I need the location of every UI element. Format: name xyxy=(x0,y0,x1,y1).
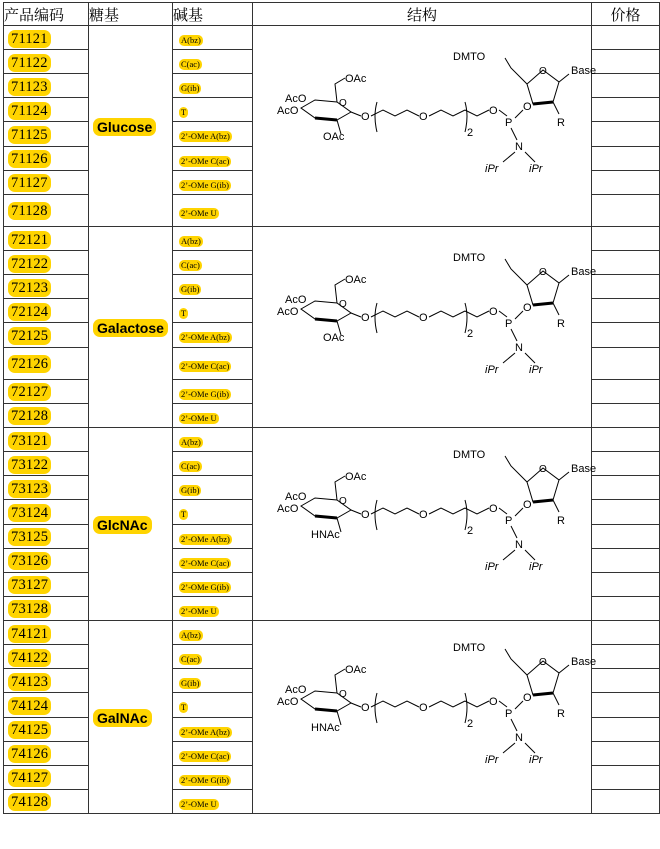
base-cell xyxy=(173,548,253,572)
product-code: 72127 xyxy=(8,383,51,401)
structure-label-aco: AcO xyxy=(285,294,307,306)
base-name: A(bz) xyxy=(181,236,201,247)
code-cell xyxy=(4,74,89,98)
base-cell xyxy=(173,98,253,122)
structure-label-ipr: iPr xyxy=(529,364,543,376)
code-cell xyxy=(4,693,89,717)
structure-label-o: O xyxy=(339,496,347,507)
base-cell xyxy=(173,524,253,548)
base-name: T xyxy=(181,509,187,520)
code-cell xyxy=(4,379,89,403)
structure-label-aco: AcO xyxy=(285,684,307,696)
sugar-cell xyxy=(89,621,173,814)
structure-label-o: O xyxy=(539,267,547,278)
product-code: 73126 xyxy=(8,552,51,570)
structure-cell xyxy=(253,428,597,621)
structure-label-o: O xyxy=(539,464,547,475)
header-price: 价格 xyxy=(592,3,660,26)
structure-label-o: O xyxy=(523,302,532,314)
code-cell xyxy=(4,299,89,323)
product-code: 73128 xyxy=(8,600,51,618)
product-code: 71126 xyxy=(8,150,51,168)
base-name: G(ib) xyxy=(181,284,200,295)
structure-label-repeat: 2 xyxy=(467,718,474,730)
structure-label-repeat: 2 xyxy=(467,328,474,340)
base-name: 2’-OMe C(ac) xyxy=(181,750,230,761)
sugar-name: Galactose xyxy=(93,319,168,337)
base-name: 2’-OMe A(bz) xyxy=(181,332,230,343)
base-name: C(ac) xyxy=(181,260,200,271)
structure-label-o: O xyxy=(339,689,347,700)
base-cell xyxy=(173,74,253,98)
price-cell xyxy=(592,122,660,146)
structure-label-r: R xyxy=(557,515,565,527)
structure-label-o: O xyxy=(523,692,532,704)
product-code: 73124 xyxy=(8,504,51,522)
base-name: 2’-OMe U xyxy=(181,605,217,616)
structure-label-oac: OAc xyxy=(345,471,367,483)
product-code: 74126 xyxy=(8,745,51,763)
base-cell xyxy=(173,194,253,226)
header-base: 碱基 xyxy=(173,3,253,26)
structure-label-aco: AcO xyxy=(285,491,307,503)
structure-label-n: N xyxy=(515,141,523,153)
structure-cell xyxy=(253,621,597,814)
product-code: 72125 xyxy=(8,327,51,345)
code-cell xyxy=(4,524,89,548)
code-cell xyxy=(4,476,89,500)
base-cell xyxy=(173,741,253,765)
structure-label-base: Base xyxy=(571,463,597,475)
base-cell xyxy=(173,572,253,596)
code-cell xyxy=(4,621,89,645)
price-cell xyxy=(592,251,660,275)
product-code: 73121 xyxy=(8,432,51,450)
header-code: 产品编码 xyxy=(4,3,89,26)
base-cell xyxy=(173,789,253,813)
price-cell xyxy=(592,524,660,548)
base-cell xyxy=(173,347,253,379)
structure-label-ipr: iPr xyxy=(529,561,543,573)
price-cell xyxy=(592,669,660,693)
base-cell xyxy=(173,621,253,645)
base-name: 2’-OMe C(ac) xyxy=(181,557,230,568)
structure-label-oac: OAc xyxy=(323,332,345,344)
structure-label-aco: AcO xyxy=(277,696,299,708)
structure-label-p: P xyxy=(505,117,513,129)
structure-label-o: O xyxy=(539,66,547,77)
code-cell xyxy=(4,500,89,524)
structure-label-o: O xyxy=(361,111,370,123)
structure-diagram xyxy=(253,237,597,417)
product-row xyxy=(4,621,660,645)
base-cell xyxy=(173,379,253,403)
base-cell xyxy=(173,693,253,717)
product-code: 72122 xyxy=(8,255,51,273)
base-cell xyxy=(173,323,253,347)
code-cell xyxy=(4,645,89,669)
product-code: 71123 xyxy=(8,78,51,96)
base-name: A(bz) xyxy=(181,35,201,46)
code-cell xyxy=(4,789,89,813)
structure-label-aco: AcO xyxy=(277,306,299,318)
price-cell xyxy=(592,596,660,620)
base-name: G(ib) xyxy=(181,678,200,689)
base-name: 2’-OMe A(bz) xyxy=(181,131,230,142)
price-cell xyxy=(592,717,660,741)
base-cell xyxy=(173,669,253,693)
product-code: 74123 xyxy=(8,673,51,691)
code-cell xyxy=(4,452,89,476)
structure-label-ipr: iPr xyxy=(529,754,543,766)
base-name: 2’-OMe C(ac) xyxy=(181,360,230,371)
structure-label-dmto: DMTO xyxy=(453,449,486,461)
product-code: 71127 xyxy=(8,174,51,192)
product-code: 71122 xyxy=(8,54,51,72)
product-code: 71128 xyxy=(8,202,51,220)
structure-label-p: P xyxy=(505,708,513,720)
product-code: 72121 xyxy=(8,231,51,249)
price-cell xyxy=(592,194,660,226)
price-cell xyxy=(592,572,660,596)
header-row xyxy=(4,3,660,26)
product-code: 72126 xyxy=(8,355,51,373)
price-cell xyxy=(592,452,660,476)
structure-label-o: O xyxy=(489,696,498,708)
structure-label-dmto: DMTO xyxy=(453,642,486,654)
price-cell xyxy=(592,26,660,50)
base-name: T xyxy=(181,702,187,713)
structure-label-r: R xyxy=(557,117,565,129)
price-cell xyxy=(592,476,660,500)
product-row xyxy=(4,26,660,50)
code-cell xyxy=(4,717,89,741)
structure-label-o: O xyxy=(419,702,428,714)
code-cell xyxy=(4,194,89,226)
structure-label-o: O xyxy=(523,499,532,511)
structure-label-n: N xyxy=(515,732,523,744)
price-cell xyxy=(592,379,660,403)
base-name: 2’-OMe A(bz) xyxy=(181,726,230,737)
base-cell xyxy=(173,717,253,741)
base-cell xyxy=(173,476,253,500)
header-structure: 结构 xyxy=(253,3,592,26)
structure-label-oac: OAc xyxy=(323,131,345,143)
base-cell xyxy=(173,50,253,74)
base-cell xyxy=(173,645,253,669)
product-code: 71121 xyxy=(8,30,51,48)
sugar-name: Glucose xyxy=(93,118,156,136)
structure-label-ipr: iPr xyxy=(485,754,499,766)
base-name: 2’-OMe G(ib) xyxy=(181,388,229,399)
code-cell xyxy=(4,170,89,194)
structure-diagram xyxy=(253,627,597,807)
structure-label-o: O xyxy=(489,306,498,318)
product-code: 74124 xyxy=(8,697,51,715)
base-cell xyxy=(173,170,253,194)
price-cell xyxy=(592,170,660,194)
price-cell xyxy=(592,227,660,251)
structure-label-o: O xyxy=(419,111,428,123)
product-table xyxy=(3,2,660,814)
product-code: 74125 xyxy=(8,721,51,739)
base-cell xyxy=(173,500,253,524)
structure-label-base: Base xyxy=(571,656,597,668)
product-code: 73122 xyxy=(8,456,51,474)
base-cell xyxy=(173,122,253,146)
structure-label-p: P xyxy=(505,515,513,527)
structure-label-nhac: HNAc xyxy=(311,722,340,734)
sugar-cell xyxy=(89,227,173,428)
structure-label-oac: OAc xyxy=(345,274,367,286)
base-cell xyxy=(173,299,253,323)
code-cell xyxy=(4,428,89,452)
structure-label-ipr: iPr xyxy=(485,561,499,573)
code-cell xyxy=(4,669,89,693)
code-cell xyxy=(4,98,89,122)
product-code: 72128 xyxy=(8,407,51,425)
base-name: 2’-OMe U xyxy=(181,412,217,423)
price-cell xyxy=(592,146,660,170)
structure-label-ipr: iPr xyxy=(485,364,499,376)
price-cell xyxy=(592,74,660,98)
structure-cell xyxy=(253,26,597,227)
base-name: G(ib) xyxy=(181,485,200,496)
base-cell xyxy=(173,251,253,275)
product-row xyxy=(4,428,660,452)
price-cell xyxy=(592,765,660,789)
base-name: T xyxy=(181,107,187,118)
structure-label-o: O xyxy=(539,657,547,668)
product-code: 74128 xyxy=(8,793,51,811)
structure-label-o: O xyxy=(361,702,370,714)
base-name: C(ac) xyxy=(181,461,200,472)
price-cell xyxy=(592,299,660,323)
structure-label-ipr: iPr xyxy=(529,163,543,175)
base-name: A(bz) xyxy=(181,437,201,448)
code-cell xyxy=(4,403,89,427)
price-cell xyxy=(592,275,660,299)
structure-label-r: R xyxy=(557,318,565,330)
structure-label-dmto: DMTO xyxy=(453,51,486,63)
structure-label-oac: OAc xyxy=(345,73,367,85)
price-cell xyxy=(592,50,660,74)
structure-label-o: O xyxy=(339,98,347,109)
base-cell xyxy=(173,403,253,427)
structure-label-o: O xyxy=(419,509,428,521)
base-cell xyxy=(173,146,253,170)
base-name: 2’-OMe U xyxy=(181,798,217,809)
structure-label-ipr: iPr xyxy=(485,163,499,175)
base-name: A(bz) xyxy=(181,630,201,641)
structure-label-aco: AcO xyxy=(277,105,299,117)
structure-label-n: N xyxy=(515,342,523,354)
price-cell xyxy=(592,323,660,347)
base-name: 2’-OMe G(ib) xyxy=(181,179,229,190)
product-code: 71125 xyxy=(8,126,51,144)
structure-label-o: O xyxy=(489,503,498,515)
base-name: 2’-OMe C(ac) xyxy=(181,155,230,166)
structure-label-nhac: HNAc xyxy=(311,529,340,541)
product-code: 73123 xyxy=(8,480,51,498)
base-name: 2’-OMe A(bz) xyxy=(181,533,230,544)
base-name: 2’-OMe G(ib) xyxy=(181,774,229,785)
price-cell xyxy=(592,347,660,379)
sugar-cell xyxy=(89,26,173,227)
header-sugar: 糖基 xyxy=(89,3,173,26)
code-cell xyxy=(4,572,89,596)
structure-label-o: O xyxy=(339,299,347,310)
price-cell xyxy=(592,98,660,122)
base-cell xyxy=(173,227,253,251)
code-cell xyxy=(4,251,89,275)
structure-label-aco: AcO xyxy=(285,93,307,105)
code-cell xyxy=(4,765,89,789)
price-cell xyxy=(592,693,660,717)
structure-label-p: P xyxy=(505,318,513,330)
structure-label-base: Base xyxy=(571,266,597,278)
product-code: 72123 xyxy=(8,279,51,297)
price-cell xyxy=(592,403,660,427)
structure-diagram xyxy=(253,36,597,216)
base-name: G(ib) xyxy=(181,83,200,94)
code-cell xyxy=(4,146,89,170)
code-cell xyxy=(4,548,89,572)
structure-label-o: O xyxy=(361,509,370,521)
code-cell xyxy=(4,26,89,50)
sugar-name: GlcNAc xyxy=(93,516,152,534)
base-name: 2’-OMe G(ib) xyxy=(181,581,229,592)
structure-label-o: O xyxy=(489,105,498,117)
base-cell xyxy=(173,765,253,789)
base-cell xyxy=(173,428,253,452)
structure-label-o: O xyxy=(419,312,428,324)
base-cell xyxy=(173,452,253,476)
product-row xyxy=(4,227,660,251)
price-cell xyxy=(592,789,660,813)
base-name: C(ac) xyxy=(181,59,200,70)
structure-label-n: N xyxy=(515,539,523,551)
product-code: 73127 xyxy=(8,576,51,594)
code-cell xyxy=(4,323,89,347)
code-cell xyxy=(4,596,89,620)
code-cell xyxy=(4,347,89,379)
structure-cell xyxy=(253,227,597,428)
structure-label-dmto: DMTO xyxy=(453,252,486,264)
price-cell xyxy=(592,548,660,572)
base-name: 2’-OMe U xyxy=(181,207,217,218)
structure-diagram xyxy=(253,434,597,614)
product-code: 71124 xyxy=(8,102,51,120)
product-code: 72124 xyxy=(8,303,51,321)
sugar-cell xyxy=(89,428,173,621)
price-cell xyxy=(592,645,660,669)
price-cell xyxy=(592,741,660,765)
structure-label-repeat: 2 xyxy=(467,525,474,537)
sugar-name: GalNAc xyxy=(93,709,152,727)
structure-label-o: O xyxy=(523,101,532,113)
base-name: T xyxy=(181,308,187,319)
structure-label-r: R xyxy=(557,708,565,720)
price-cell xyxy=(592,428,660,452)
code-cell xyxy=(4,227,89,251)
price-cell xyxy=(592,500,660,524)
structure-label-o: O xyxy=(361,312,370,324)
code-cell xyxy=(4,122,89,146)
structure-label-repeat: 2 xyxy=(467,127,474,139)
structure-label-aco: AcO xyxy=(277,503,299,515)
product-code: 74127 xyxy=(8,769,51,787)
code-cell xyxy=(4,275,89,299)
base-name: C(ac) xyxy=(181,654,200,665)
code-cell xyxy=(4,50,89,74)
product-code: 74122 xyxy=(8,649,51,667)
base-cell xyxy=(173,26,253,50)
product-code: 74121 xyxy=(8,625,51,643)
price-cell xyxy=(592,621,660,645)
product-code: 73125 xyxy=(8,528,51,546)
base-cell xyxy=(173,596,253,620)
base-cell xyxy=(173,275,253,299)
code-cell xyxy=(4,741,89,765)
structure-label-base: Base xyxy=(571,65,597,77)
structure-label-oac: OAc xyxy=(345,664,367,676)
